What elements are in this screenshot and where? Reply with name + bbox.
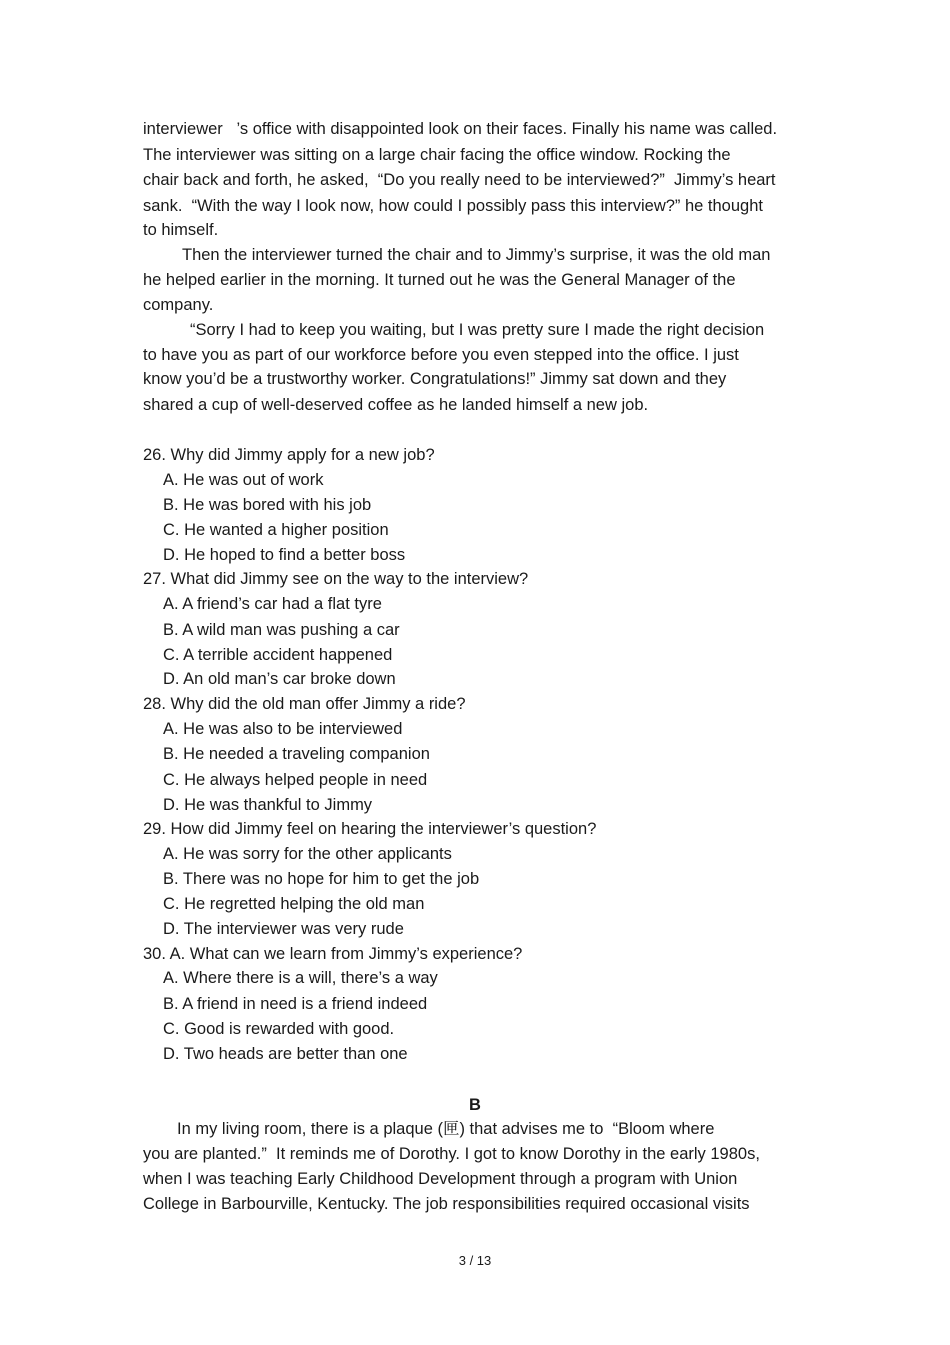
answer-option: B. He was bored with his job — [163, 496, 372, 514]
question-stem: 27. What did Jimmy see on the way to the interview? — [143, 570, 529, 588]
answer-option: B. There was no hope for him to get the job — [163, 870, 480, 888]
paragraph-line: The interviewer was sitting on a large chair facing the office window. Rocking the — [143, 146, 731, 164]
paragraph-line: chair back and forth, he asked, “Do you really need to be interviewed?” Jimmy’s heart — [143, 171, 776, 189]
page-number: 3 / 13 — [458, 1253, 492, 1268]
answer-option: B. He needed a traveling companion — [163, 745, 430, 763]
paragraph-line: interviewer ’s office with disappointed look on their faces. Finally his name was called. — [143, 120, 778, 138]
paragraph-line: company. — [143, 296, 214, 314]
section-heading: B — [469, 1096, 481, 1114]
paragraph-line: “Sorry I had to keep you waiting, but I was pretty sure I made the right decision — [190, 321, 765, 339]
paragraph-line: know you’d be a trustworthy worker. Congratulations!” Jimmy sat down and they — [143, 370, 727, 388]
answer-option: D. He hoped to find a better boss — [163, 546, 406, 564]
answer-option: A. He was out of work — [163, 471, 324, 489]
answer-option: D. The interviewer was very rude — [163, 920, 404, 938]
paragraph-line: when I was teaching Early Childhood Development through a program with Union — [143, 1170, 738, 1188]
paragraph-line: In my living room, there is a plaque (匣) that advises me to “Bloom where — [177, 1120, 715, 1138]
paragraph-line: sank. “With the way I look now, how could I possibly pass this interview?” he thought — [143, 197, 763, 215]
paragraph-line: Then the interviewer turned the chair and to Jimmy’s surprise, it was the old man — [182, 246, 771, 264]
question-stem: 29. How did Jimmy feel on hearing the interviewer’s question? — [143, 820, 597, 838]
answer-option: A. Where there is a will, there’s a way — [163, 969, 438, 987]
answer-option: C. Good is rewarded with good. — [163, 1020, 395, 1038]
question-stem: 30. A. What can we learn from Jimmy’s experience? — [143, 945, 523, 963]
paragraph-line: to have you as part of our workforce before you even stepped into the office. I just — [143, 346, 739, 364]
answer-option: D. Two heads are better than one — [163, 1045, 408, 1063]
answer-option: C. A terrible accident happened — [163, 646, 393, 664]
answer-option: A. He was sorry for the other applicants — [163, 845, 452, 863]
answer-option: C. He always helped people in need — [163, 771, 428, 789]
question-stem: 26. Why did Jimmy apply for a new job? — [143, 446, 435, 464]
answer-option: D. He was thankful to Jimmy — [163, 796, 373, 814]
paragraph-line: shared a cup of well-deserved coffee as he landed himself a new job. — [143, 396, 649, 414]
answer-option: A. He was also to be interviewed — [163, 720, 403, 738]
question-stem: 28. Why did the old man offer Jimmy a ride? — [143, 695, 466, 713]
paragraph-line: to himself. — [143, 221, 219, 239]
answer-option: C. He regretted helping the old man — [163, 895, 425, 913]
answer-option: B. A wild man was pushing a car — [163, 621, 400, 639]
paragraph-line: you are planted.” It reminds me of Dorothy. I got to know Dorothy in the early 1980s, — [143, 1145, 760, 1163]
paragraph-line: College in Barbourville, Kentucky. The job responsibilities required occasional visits — [143, 1195, 750, 1213]
answer-option: B. A friend in need is a friend indeed — [163, 995, 428, 1013]
answer-option: A. A friend’s car had a flat tyre — [163, 595, 382, 613]
paragraph-line: he helped earlier in the morning. It turned out he was the General Manager of the — [143, 271, 736, 289]
answer-option: D. An old man’s car broke down — [163, 670, 396, 688]
answer-option: C. He wanted a higher position — [163, 521, 389, 539]
